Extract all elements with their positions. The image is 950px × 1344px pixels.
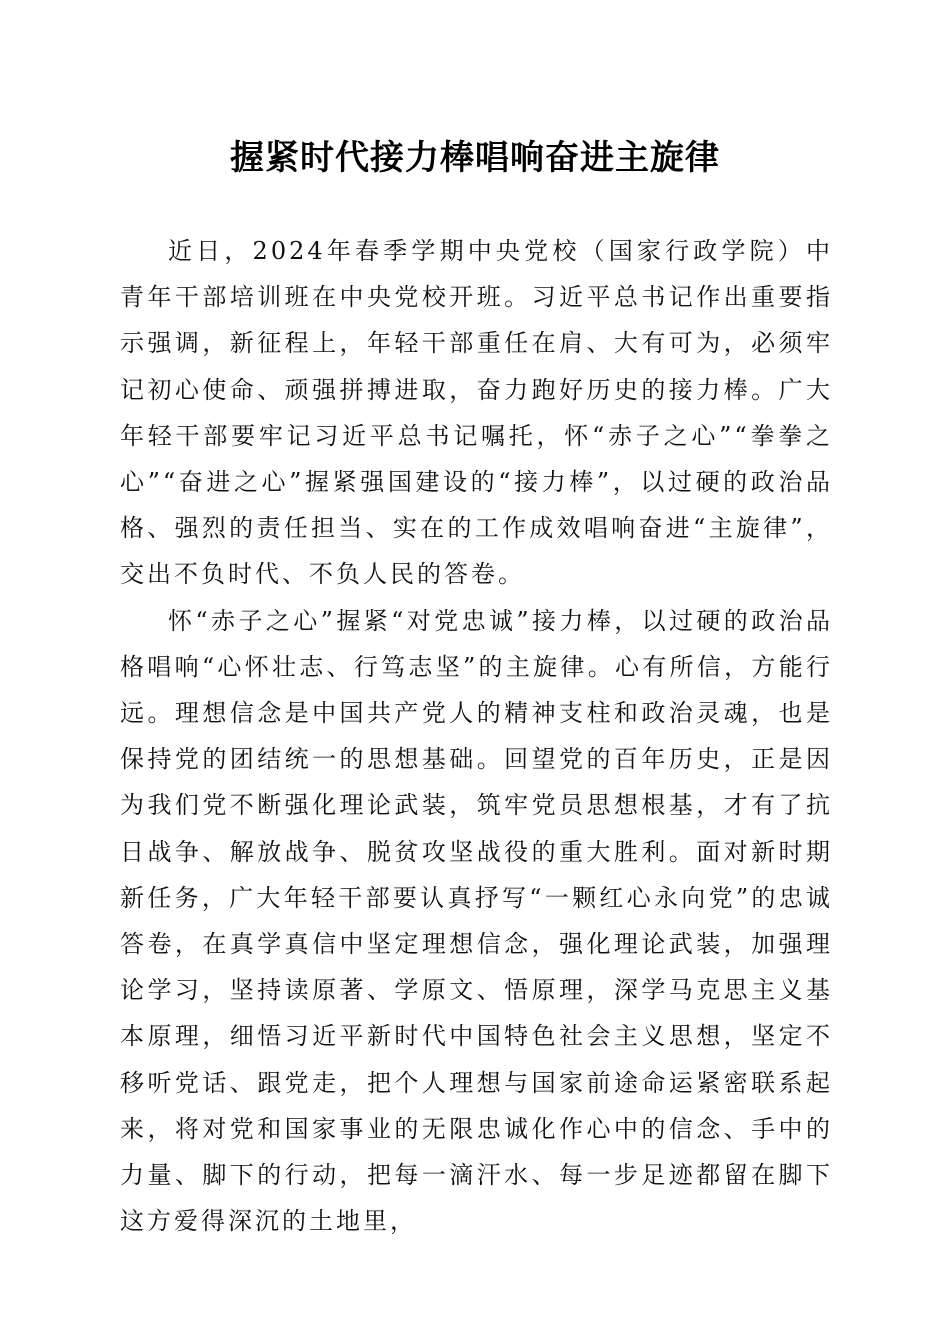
paragraph-loyalty: 怀“赤子之心”握紧“对党忠诚”接力棒，以过硬的政治品格唱响“心怀壮志、行笃志坚”的主旋律。心有所信，方能行远。理想信念是中国共产党人的精神支柱和政治灵魂，也是保持党的团结统一的思想基础。回望党的百年历史，正是因为我们党不断强化理论武装，筑牢党员思想根基，才有了抗日战争、解放战争、脱贫攻坚战役的重大胜利。面对新时期新任务，广大年轻干部要认真抒写“一颗红心永向党”的忠诚答卷，在真学真信中坚定理想信念，强化理论武装，加强理论学习，坚持读原著、学原文、悟原理，深学马克思主义基本原理，细悟习近平新时代中国特色社会主义思想，坚定不移听党话、跟党走，把个人理想与国家前途命运紧密联系起来，将对党和国家事业的无限忠诚化作心中的信念、手中的力量、脚下的行动，把每一滴汗水、每一步足迹都留在脚下这方爱得深沉的土地里， [120, 606, 833, 1236]
document-body [120, 228, 833, 1244]
paragraph-intro: 近日，2024年春季学期中央党校（国家行政学院）中青年干部培训班在中央党校开班。习近平总书记作出重要指示强调，新征程上，年轻干部重任在肩、大有可为，必须牢记初心使命、顽强拼搏进取，奋力跑好历史的接力棒。广大年轻干部要牢记习近平总书记嘱托，怀“赤子之心”“拳拳之心”“奋进之心”握紧强国建设的“接力棒”，以过硬的政治品格、强烈的责任担当、实在的工作成效唱响奋进“主旋律”，交出不负时代、不负人民的答卷。 [120, 237, 833, 589]
document-title: 握紧时代接力棒唱响奋进主旋律 [230, 138, 720, 178]
